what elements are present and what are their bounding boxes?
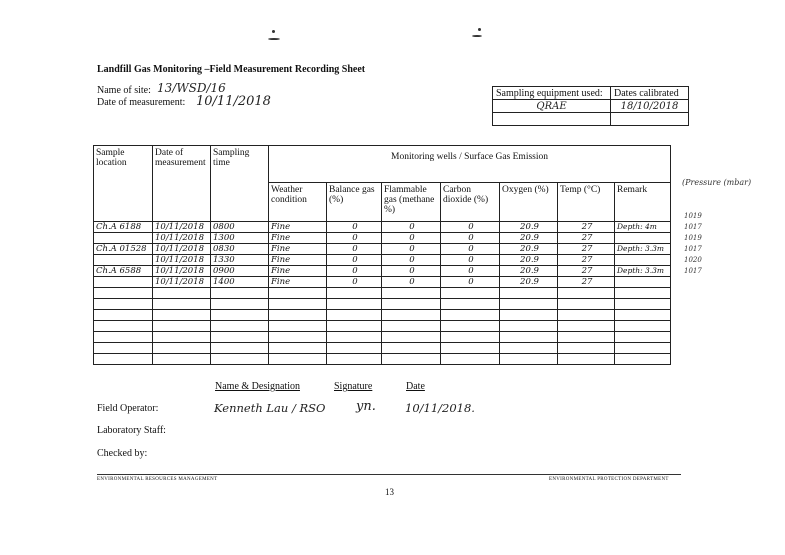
table-cell-blank <box>269 288 327 299</box>
equipment-blank-cell <box>611 113 689 126</box>
header-co2: Carbon dioxide (%) <box>441 183 500 222</box>
table-cell-blank <box>153 343 211 354</box>
lab-staff-label: Laboratory Staff: <box>97 425 166 436</box>
header-date: Date of measurement <box>153 146 211 222</box>
table-cell-weather: Fine <box>269 244 327 255</box>
table-cell-balance: 0 <box>327 244 382 255</box>
table-cell-blank <box>94 343 153 354</box>
table-cell-blank <box>327 288 382 299</box>
header-location: Sample location <box>94 146 153 222</box>
table-cell-blank <box>211 343 269 354</box>
table-cell-co2: 0 <box>441 266 500 277</box>
equipment-header: Sampling equipment used: <box>493 87 611 100</box>
scan-mark <box>478 28 481 31</box>
pressure-value: 1020 <box>684 256 702 264</box>
scan-mark <box>272 30 275 33</box>
table-cell-date: 10/11/2018 <box>153 277 211 288</box>
table-cell-blank <box>327 299 382 310</box>
table-row-blank <box>94 343 671 354</box>
table-cell-blank <box>94 354 153 365</box>
table-cell-blank <box>327 321 382 332</box>
table-cell-o2: 20.9 <box>500 277 558 288</box>
table-cell-date: 10/11/2018 <box>153 266 211 277</box>
signature-header: Signature <box>334 381 373 392</box>
equipment-value: QRAE <box>493 100 611 113</box>
site-label: Name of site: <box>97 85 151 96</box>
table-cell-blank <box>441 310 500 321</box>
table-cell-blank <box>558 288 615 299</box>
table-cell-co2: 0 <box>441 255 500 266</box>
table-cell-weather: Fine <box>269 255 327 266</box>
table-cell-blank <box>558 310 615 321</box>
equipment-table <box>492 86 689 126</box>
table-cell-blank <box>558 343 615 354</box>
table-cell-blank <box>269 332 327 343</box>
table-cell-loc: Ch.A 6588 <box>94 266 153 277</box>
table-cell-remark: Depth: 4m <box>615 222 671 233</box>
table-cell-o2: 20.9 <box>500 233 558 244</box>
site-value: 13/WSD/16 <box>157 81 226 95</box>
table-cell-temp: 27 <box>558 277 615 288</box>
table-cell-temp: 27 <box>558 222 615 233</box>
table-row-blank <box>94 354 671 365</box>
table-cell-remark <box>615 233 671 244</box>
table-cell-blank <box>382 321 441 332</box>
table-cell-time: 1300 <box>211 233 269 244</box>
table-cell-blank <box>441 332 500 343</box>
table-cell-blank <box>558 299 615 310</box>
table-cell-blank <box>441 343 500 354</box>
table-cell-balance: 0 <box>327 222 382 233</box>
table-cell-blank <box>615 332 671 343</box>
table-cell-flam: 0 <box>382 266 441 277</box>
table-cell-flam: 0 <box>382 244 441 255</box>
header-group: Monitoring wells / Surface Gas Emission <box>269 146 671 183</box>
table-cell-blank <box>382 332 441 343</box>
page-title: Landfill Gas Monitoring –Field Measurement Recording Sheet <box>97 64 366 75</box>
table-cell-date: 10/11/2018 <box>153 255 211 266</box>
table-cell-co2: 0 <box>441 222 500 233</box>
scan-mark <box>268 38 280 40</box>
table-cell-blank <box>153 299 211 310</box>
table-cell-balance: 0 <box>327 233 382 244</box>
table-cell-weather: Fine <box>269 222 327 233</box>
table-cell-time: 0830 <box>211 244 269 255</box>
table-cell-remark <box>615 277 671 288</box>
table-cell-blank <box>269 310 327 321</box>
table-cell-weather: Fine <box>269 233 327 244</box>
table-cell-loc <box>94 233 153 244</box>
table-cell-date: 10/11/2018 <box>153 244 211 255</box>
pressure-value: 1017 <box>684 245 702 253</box>
table-cell-blank <box>94 288 153 299</box>
pressure-value: 1019 <box>684 234 702 242</box>
table-cell-blank <box>211 310 269 321</box>
table-cell-weather: Fine <box>269 277 327 288</box>
header-weather: Weather condition <box>269 183 327 222</box>
header-flammable: Flammable gas (methane %) <box>382 183 441 222</box>
table-cell-remark: Depth: 3.3m <box>615 266 671 277</box>
table-cell-blank <box>441 354 500 365</box>
calibrated-value: 18/10/2018 <box>611 100 689 113</box>
table-cell-date: 10/11/2018 <box>153 233 211 244</box>
table-cell-blank <box>558 332 615 343</box>
table-cell-blank <box>500 354 558 365</box>
table-cell-flam: 0 <box>382 277 441 288</box>
header-remark: Remark <box>615 183 671 222</box>
table-cell-time: 1330 <box>211 255 269 266</box>
measurement-table <box>93 145 671 365</box>
table-cell-flam: 0 <box>382 233 441 244</box>
table-cell-blank <box>153 310 211 321</box>
table-cell-flam: 0 <box>382 255 441 266</box>
table-cell-blank <box>382 288 441 299</box>
date-measurement-value: 10/11/2018 <box>196 94 271 109</box>
table-cell-loc: Ch.A 6188 <box>94 222 153 233</box>
table-cell-blank <box>269 321 327 332</box>
table-cell-blank <box>327 343 382 354</box>
table-cell-blank <box>94 310 153 321</box>
page-number: 13 <box>385 487 394 497</box>
footer-left: ENVIRONMENTAL RESOURCES MANAGEMENT <box>97 477 218 482</box>
table-cell-blank <box>211 299 269 310</box>
table-cell-blank <box>327 354 382 365</box>
table-cell-o2: 20.9 <box>500 255 558 266</box>
table-cell-blank <box>269 343 327 354</box>
table-cell-balance: 0 <box>327 266 382 277</box>
table-row <box>94 233 671 244</box>
table-cell-blank <box>211 332 269 343</box>
table-cell-blank <box>269 299 327 310</box>
table-cell-o2: 20.9 <box>500 266 558 277</box>
table-cell-blank <box>441 321 500 332</box>
table-cell-blank <box>615 354 671 365</box>
table-row-blank <box>94 310 671 321</box>
table-cell-blank <box>615 288 671 299</box>
table-cell-blank <box>558 321 615 332</box>
table-cell-blank <box>153 332 211 343</box>
table-cell-temp: 27 <box>558 255 615 266</box>
table-row <box>94 266 671 277</box>
table-cell-blank <box>441 288 500 299</box>
footer-rule <box>97 474 681 475</box>
table-row <box>94 277 671 288</box>
table-cell-time: 1400 <box>211 277 269 288</box>
pressure-column <box>684 211 702 277</box>
field-operator-date: 10/11/2018. <box>405 401 475 415</box>
table-cell-blank <box>500 299 558 310</box>
table-cell-blank <box>153 288 211 299</box>
table-cell-blank <box>441 299 500 310</box>
pressure-value: 1017 <box>684 223 702 231</box>
table-cell-time: 0900 <box>211 266 269 277</box>
table-cell-blank <box>382 299 441 310</box>
table-cell-blank <box>94 321 153 332</box>
table-cell-blank <box>500 288 558 299</box>
field-operator-label: Field Operator: <box>97 403 159 414</box>
table-cell-loc <box>94 255 153 266</box>
pressure-value: 1017 <box>684 267 702 275</box>
table-cell-remark: Depth: 3.3m <box>615 244 671 255</box>
table-cell-balance: 0 <box>327 255 382 266</box>
table-cell-time: 0800 <box>211 222 269 233</box>
date-measurement-label: Date of measurement: <box>97 97 186 108</box>
header-temp: Temp (°C) <box>558 183 615 222</box>
table-cell-loc: Ch.A 01528 <box>94 244 153 255</box>
table-row-blank <box>94 288 671 299</box>
name-designation-header: Name & Designation <box>215 381 300 392</box>
table-cell-co2: 0 <box>441 244 500 255</box>
table-cell-blank <box>615 343 671 354</box>
checked-by-label: Checked by: <box>97 448 148 459</box>
table-row-blank <box>94 321 671 332</box>
table-cell-blank <box>558 354 615 365</box>
table-cell-blank <box>211 354 269 365</box>
table-cell-date: 10/11/2018 <box>153 222 211 233</box>
header-balance: Balance gas (%) <box>327 183 382 222</box>
table-cell-remark <box>615 255 671 266</box>
table-cell-blank <box>615 299 671 310</box>
table-cell-blank <box>211 288 269 299</box>
table-cell-flam: 0 <box>382 222 441 233</box>
table-cell-blank <box>615 321 671 332</box>
table-cell-blank <box>269 354 327 365</box>
table-cell-o2: 20.9 <box>500 222 558 233</box>
field-operator-name: Kenneth Lau / RSO <box>214 401 326 415</box>
equipment-blank-cell <box>493 113 611 126</box>
table-cell-blank <box>382 310 441 321</box>
table-cell-blank <box>382 343 441 354</box>
table-cell-blank <box>94 332 153 343</box>
table-cell-o2: 20.9 <box>500 244 558 255</box>
table-cell-blank <box>94 299 153 310</box>
table-row <box>94 244 671 255</box>
table-cell-blank <box>153 321 211 332</box>
table-cell-blank <box>153 354 211 365</box>
table-cell-blank <box>327 332 382 343</box>
header-time: Sampling time <box>211 146 269 222</box>
table-row-blank <box>94 332 671 343</box>
table-cell-co2: 0 <box>441 233 500 244</box>
pressure-value: 1019 <box>684 212 702 220</box>
header-oxygen: Oxygen (%) <box>500 183 558 222</box>
date-header: Date <box>406 381 425 392</box>
field-operator-signature: yn. <box>356 399 376 414</box>
footer-right: ENVIRONMENTAL PROTECTION DEPARTMENT <box>549 477 669 482</box>
table-cell-blank <box>615 310 671 321</box>
table-cell-blank <box>500 343 558 354</box>
table-cell-temp: 27 <box>558 233 615 244</box>
table-cell-balance: 0 <box>327 277 382 288</box>
pressure-header: (Pressure (mbar) <box>682 178 752 187</box>
table-cell-loc <box>94 277 153 288</box>
table-cell-blank <box>500 321 558 332</box>
table-cell-blank <box>211 321 269 332</box>
table-row-blank <box>94 299 671 310</box>
table-cell-co2: 0 <box>441 277 500 288</box>
scan-mark <box>472 35 482 37</box>
table-cell-blank <box>327 310 382 321</box>
table-cell-temp: 27 <box>558 244 615 255</box>
table-cell-blank <box>500 332 558 343</box>
table-cell-temp: 27 <box>558 266 615 277</box>
table-row <box>94 255 671 266</box>
calibrated-header: Dates calibrated <box>611 87 689 100</box>
table-row <box>94 222 671 233</box>
table-cell-weather: Fine <box>269 266 327 277</box>
table-cell-blank <box>500 310 558 321</box>
table-cell-blank <box>382 354 441 365</box>
